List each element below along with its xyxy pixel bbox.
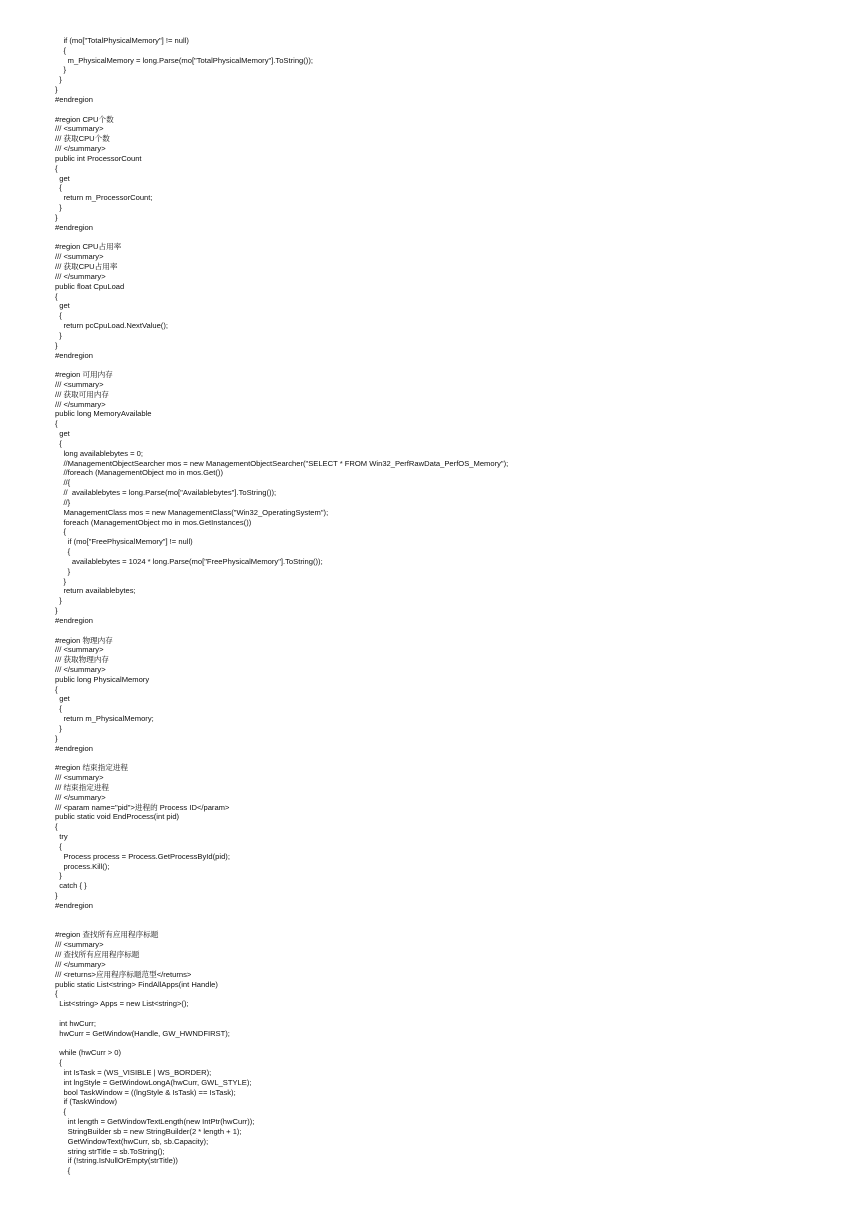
code-line: int IsTask = (WS_VISIBLE | WS_BORDER); bbox=[55, 1067, 212, 1077]
code-line: { bbox=[55, 163, 58, 173]
code-line: ManagementClass mos = new ManagementClass("Win32_OperatingSystem"); bbox=[55, 507, 329, 517]
code-line: int hwCurr; bbox=[55, 1018, 96, 1028]
code-listing bbox=[55, 36, 855, 1176]
code-line: { bbox=[55, 438, 62, 448]
code-line: /// </summary> bbox=[55, 959, 106, 969]
code-line: int lngStyle = GetWindowLongA(hwCurr, GWL_STYLE); bbox=[55, 1077, 252, 1087]
code-line: } bbox=[55, 596, 62, 606]
code-line: get bbox=[55, 301, 70, 311]
code-line: #endregion bbox=[55, 743, 94, 753]
code-line: catch { } bbox=[55, 881, 87, 891]
code-line: foreach (ManagementObject mo in mos.GetInstances()) bbox=[55, 517, 252, 527]
code-line: try bbox=[55, 832, 68, 842]
code-line: /// 获取物理内存 bbox=[55, 655, 110, 665]
code-line: availablebytes = 1024 * long.Parse(mo["FreePhysicalMemory"].ToString()); bbox=[55, 556, 323, 566]
code-line: StringBuilder sb = new StringBuilder(2 * length + 1); bbox=[55, 1126, 242, 1136]
code-line: /// 获取可用内存 bbox=[55, 389, 110, 399]
code-line: if (TaskWindow) bbox=[55, 1097, 118, 1107]
code-line: /// 获取CPU占用率 bbox=[55, 262, 118, 272]
code-line: } bbox=[55, 723, 62, 733]
code-line: return m_PhysicalMemory; bbox=[55, 714, 154, 724]
code-line: if (!string.IsNullOrEmpty(strTitle)) bbox=[55, 1156, 178, 1166]
code-line: } bbox=[55, 212, 58, 222]
code-line bbox=[55, 626, 855, 636]
code-line: { bbox=[55, 419, 58, 429]
code-line bbox=[55, 233, 855, 243]
code-line: public long MemoryAvailable bbox=[55, 409, 152, 419]
code-line: List<string> Apps = new List<string>(); bbox=[55, 999, 189, 1009]
code-line: public float CpuLoad bbox=[55, 281, 125, 291]
code-line: //} bbox=[55, 497, 71, 507]
code-line: { bbox=[55, 1166, 71, 1176]
code-line: #endregion bbox=[55, 94, 94, 104]
code-line: } bbox=[55, 576, 66, 586]
code-line: { bbox=[55, 822, 58, 832]
code-line: /// </summary> bbox=[55, 792, 106, 802]
code-line: int length = GetWindowTextLength(new IntPtr(hwCurr)); bbox=[55, 1117, 255, 1127]
code-line: /// <summary> bbox=[55, 252, 104, 262]
code-line: Process process = Process.GetProcessById(pid); bbox=[55, 851, 230, 861]
code-line: //ManagementObjectSearcher mos = new ManagementObjectSearcher("SELECT * FROM Win32_PerfRawData_PerfOS_Memory"); bbox=[55, 458, 509, 468]
code-line bbox=[55, 753, 855, 763]
code-line bbox=[55, 360, 855, 370]
code-line: GetWindowText(hwCurr, sb, sb.Capacity); bbox=[55, 1136, 209, 1146]
code-line: { bbox=[55, 527, 66, 537]
code-line: public static void EndProcess(int pid) bbox=[55, 812, 180, 822]
code-line: { bbox=[55, 989, 58, 999]
code-line: { bbox=[55, 1107, 66, 1117]
code-line: #region 物理内存 bbox=[55, 635, 113, 645]
code-line: { bbox=[55, 684, 58, 694]
code-line: #endregion bbox=[55, 615, 94, 625]
code-line: /// </summary> bbox=[55, 399, 106, 409]
code-line: /// <summary> bbox=[55, 645, 104, 655]
code-line: } bbox=[55, 203, 62, 213]
code-line: #region 结束指定进程 bbox=[55, 763, 129, 773]
code-line: /// </summary> bbox=[55, 271, 106, 281]
code-line: } bbox=[55, 871, 62, 881]
code-line: /// <summary> bbox=[55, 124, 104, 134]
code-line: m_PhysicalMemory = long.Parse(mo["TotalPhysicalMemory"].ToString()); bbox=[55, 55, 313, 65]
code-line bbox=[55, 911, 855, 921]
code-line: { bbox=[55, 841, 62, 851]
code-line: } bbox=[55, 75, 62, 85]
code-line: public int ProcessorCount bbox=[55, 153, 142, 163]
code-line: { bbox=[55, 291, 58, 301]
code-line bbox=[55, 921, 855, 931]
code-line: } bbox=[55, 330, 62, 340]
code-line: string strTitle = sb.ToString(); bbox=[55, 1146, 165, 1156]
code-line: process.Kill(); bbox=[55, 861, 110, 871]
code-line: /// </summary> bbox=[55, 144, 106, 154]
code-line bbox=[55, 1009, 855, 1019]
code-line: { bbox=[55, 183, 62, 193]
code-line: { bbox=[55, 311, 62, 321]
code-line: /// <summary> bbox=[55, 773, 104, 783]
code-line: get bbox=[55, 173, 70, 183]
code-line bbox=[55, 105, 855, 115]
code-line: #region CPU占用率 bbox=[55, 242, 122, 252]
code-line: bool TaskWindow = ((lngStyle & IsTask) == IsTask); bbox=[55, 1087, 236, 1097]
code-line: /// <param name="pid">进程的 Process ID</param> bbox=[55, 802, 230, 812]
code-line: } bbox=[55, 85, 58, 95]
code-line: return m_ProcessorCount; bbox=[55, 193, 153, 203]
code-line: #region 查找所有应用程序标题 bbox=[55, 930, 159, 940]
code-line: //foreach (ManagementObject mo in mos.Get()) bbox=[55, 468, 223, 478]
code-line: } bbox=[55, 891, 58, 901]
code-line: get bbox=[55, 429, 70, 439]
code-line: get bbox=[55, 694, 70, 704]
code-line: #region 可用内存 bbox=[55, 370, 113, 380]
code-line: long availablebytes = 0; bbox=[55, 448, 144, 458]
code-line: // availablebytes = long.Parse(mo["Availablebytes"].ToString()); bbox=[55, 488, 277, 498]
code-line: { bbox=[55, 1058, 62, 1068]
code-line: /// </summary> bbox=[55, 665, 106, 674]
code-line: #endregion bbox=[55, 222, 94, 232]
code-line: return pcCpuLoad.NextValue(); bbox=[55, 321, 168, 331]
code-line: hwCurr = GetWindow(Handle, GW_HWNDFIRST); bbox=[55, 1028, 230, 1038]
code-line: while (hwCurr > 0) bbox=[55, 1048, 122, 1058]
code-line: { bbox=[55, 547, 71, 557]
code-line: if (mo["TotalPhysicalMemory"] != null) bbox=[55, 36, 189, 45]
code-line: return availablebytes; bbox=[55, 586, 136, 596]
code-line: public static List<string> FindAllApps(int Handle) bbox=[55, 979, 218, 989]
code-line: } bbox=[55, 566, 71, 576]
code-line: } bbox=[55, 606, 58, 616]
code-line: } bbox=[55, 65, 66, 75]
code-line: #region CPU个数 bbox=[55, 114, 114, 124]
code-line: { bbox=[55, 45, 66, 55]
code-line: /// <returns>应用程序标题范型</returns> bbox=[55, 969, 192, 979]
code-line: public long PhysicalMemory bbox=[55, 674, 150, 684]
code-line: { bbox=[55, 704, 62, 714]
code-line: /// <summary> bbox=[55, 940, 104, 950]
code-line: /// 结束指定进程 bbox=[55, 782, 110, 792]
code-line: /// <summary> bbox=[55, 379, 104, 389]
code-line: #endregion bbox=[55, 900, 94, 910]
code-line: #endregion bbox=[55, 350, 94, 360]
code-line: /// 查找所有应用程序标题 bbox=[55, 950, 140, 960]
code-line: /// 获取CPU个数 bbox=[55, 134, 110, 144]
code-line bbox=[55, 1038, 855, 1048]
code-line: if (mo["FreePhysicalMemory"] != null) bbox=[55, 537, 193, 547]
code-line: //{ bbox=[55, 478, 71, 488]
code-line: } bbox=[55, 340, 58, 350]
code-line: } bbox=[55, 733, 58, 743]
